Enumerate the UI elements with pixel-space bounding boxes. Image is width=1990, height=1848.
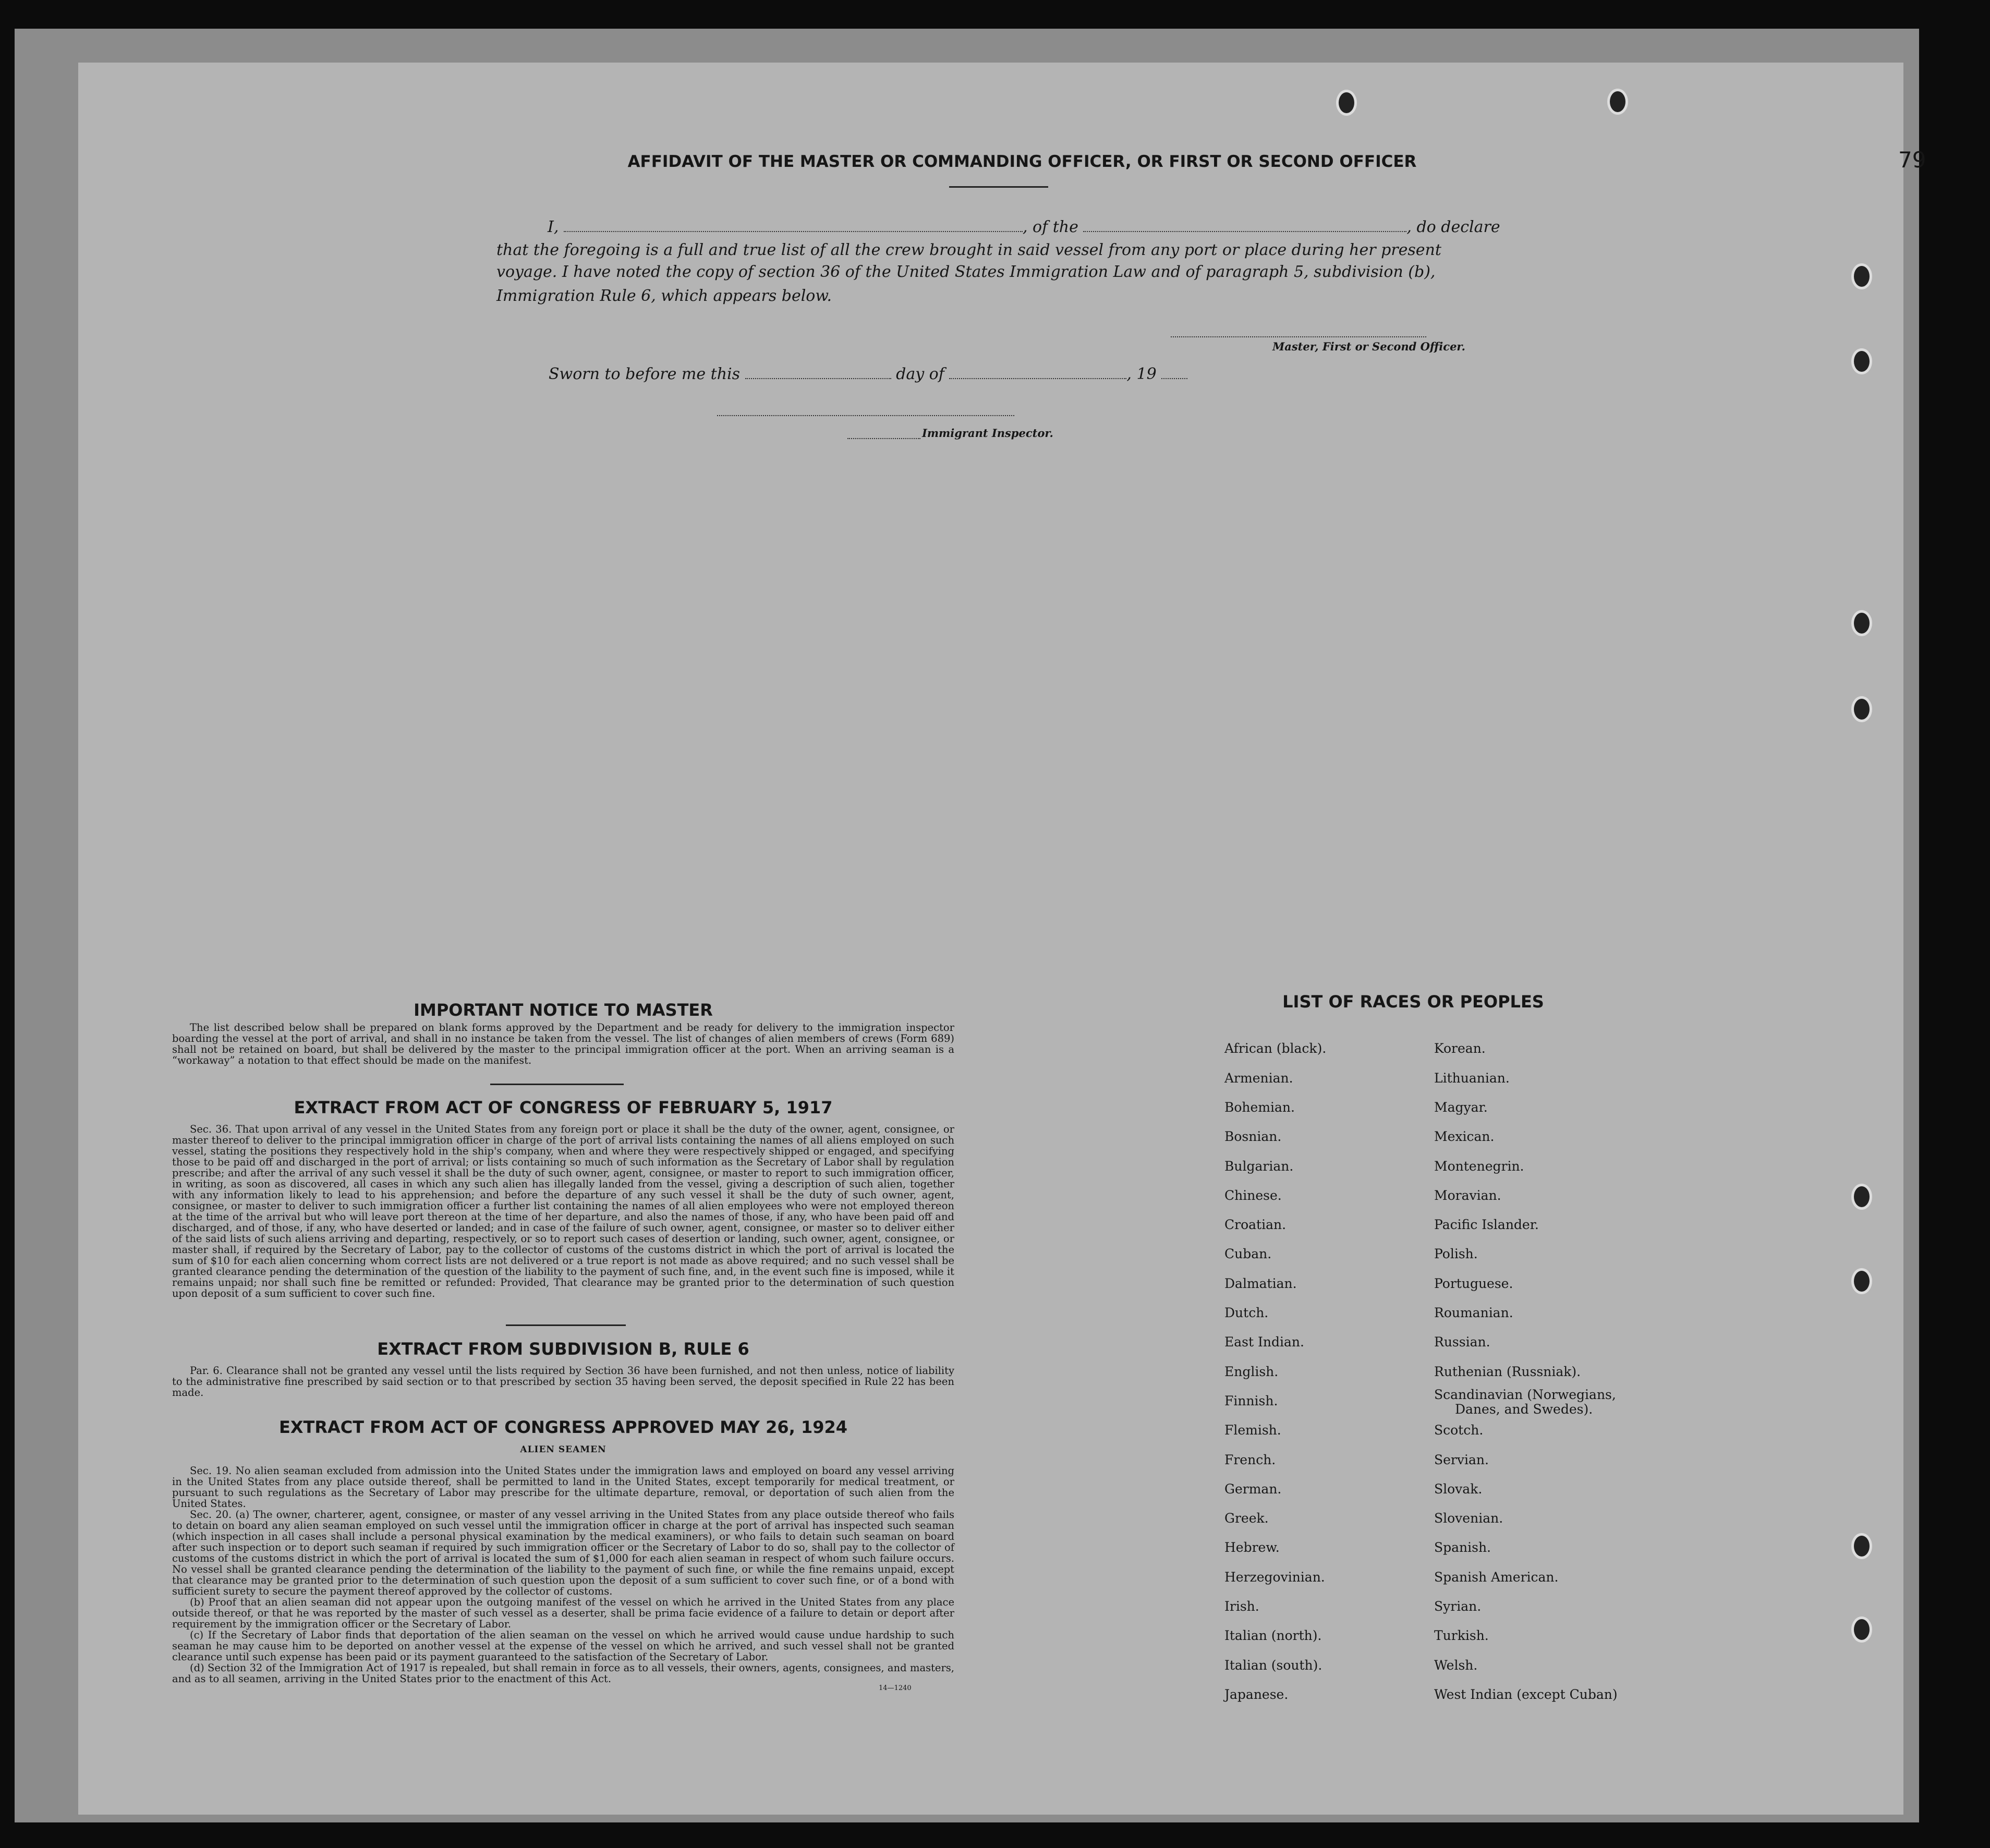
race-item: Slovak.	[1434, 1481, 1483, 1497]
sworn-year-field[interactable]	[1161, 378, 1187, 379]
master-signature-line[interactable]	[1171, 336, 1426, 337]
notice-title: IMPORTANT NOTICE TO MASTER	[414, 1000, 713, 1020]
sec36-text: Sec. 36. That upon arrival of any vessel in the United States from any foreign port or place it shall be the duty of the owner, agent, consignee, or master thereof to deliver to the principal immigration officer in charge of the port of arrival lists containing the names of all aliens employed on such vessel, stating the positions they respectively hold in the ship's company, when and where they were respectively shipped or engaged, and specifying those to be paid off and discharged in the port of arrival; or lists containing so much of such information as the Secretary of Labor shall by regulation prescribe; and after the arrival of any such vessel it shall be the duty of such owner, agent, consignee, or master to report to such immigration officer, in writing, as soon as discovered, all cases in which any such alien has illegally landed from the vessel, giving a description of such alien, together with any information likely to lead to his apprehension; and before the departure of any such vessel it shall be the duty of such owner, agent, consignee, or master to deliver to such immigration officer a further list containing the names of all alien employees who were not employed thereon at the time of the arrival but who will leave port thereon at the time of her departure, and also the names of those, if any, who have been paid off and discharged, and of those, if any, who have deserted or landed; and in case of the failure of such owner, agent, consignee, or master so to deliver either of the said lists of such aliens arriving and departing, respectively, or so to report such cases of desertion or landing, such owner, agent, consignee, or master shall, if required by the Secretary of Labor, pay to the collector of customs of the customs district in which the port of arrival is located the sum of $10 for each alien concerning whom correct lists are not delivered or a true report is not made as above required; and no such vessel shall be granted clearance pending the determination of the question of the liability to the payment of such fine, and, in the event such fine is imposed, while it remains unpaid; nor shall such fine be remitted or refunded: Provided, That clearance may be granted prior to the determination of such question upon deposit of a sum sufficient to cover such fine.	[172, 1123, 954, 1299]
race-item: German.	[1224, 1481, 1282, 1497]
notice-text: The list described below shall be prepared on blank forms approved by the Department and be ready for delivery to the immigration inspector boarding the vessel at the port of arrival, and shall in no instance be taken from the vessel. The list of changes of alien members of crews (Form 689) shall not be retained on board, but shall be delivered by the master to the principal immigration officer at the port. When an arriving seaman is a “workaway” a notation to that effect should be made on the manifest.	[172, 1022, 954, 1066]
race-item: Russian.	[1434, 1334, 1490, 1349]
race-item: Scotch.	[1434, 1423, 1484, 1438]
race-item: Welsh.	[1434, 1658, 1478, 1673]
race-item: Bulgarian.	[1224, 1159, 1294, 1174]
extract-1917-title: EXTRACT FROM ACT OF CONGRESS OF FEBRUARY 5, 1917	[294, 1098, 833, 1117]
sec19-text: Sec. 19. No alien seaman excluded from admission into the United States under the immigration laws and employed on board any vessel arriving in the United States from any place outside thereof, shall be permitted to land in the United States, except temporarily for medical treatment, or pursuant to such regulations as the Secretary of Labor may prescribe for the ultimate departure, removal, or deportation of such alien from the United States.	[172, 1465, 954, 1510]
race-item: Japanese.	[1224, 1687, 1289, 1702]
extract-1924-body	[172, 1465, 954, 1684]
affidavit-line4: Immigration Rule 6, which appears below.	[496, 287, 832, 305]
sworn-month-field[interactable]	[949, 378, 1126, 379]
race-item: Servian.	[1434, 1452, 1489, 1467]
rule6-title: EXTRACT FROM SUBDIVISION B, RULE 6	[377, 1339, 749, 1359]
race-item: Magyar.	[1434, 1100, 1488, 1115]
race-item: Spanish American.	[1434, 1570, 1559, 1585]
form-number: 14—1240	[879, 1684, 912, 1692]
section-rule	[490, 1084, 624, 1085]
binder-hole	[1851, 1184, 1872, 1210]
race-item: Irish.	[1224, 1599, 1259, 1614]
par6-text: Par. 6. Clearance shall not be granted any vessel until the lists required by Section 36 have been furnished, and not then unless, notice of liability to the administrative fine prescribed by said section or to that prescribed by section 35 having been served, the deposit specified in Rule 22 has been made.	[172, 1365, 954, 1399]
extract-1924-subtitle: ALIEN SEAMEN	[520, 1444, 606, 1455]
race-item: Herzegovinian.	[1224, 1570, 1325, 1585]
sec20c-text: (c) If the Secretary of Labor finds that deportation of the alien seaman on the vessel on which he arrived would cause undue hardship to such seaman he may cause him to be deported on another vessel at the expense of the vessel on which he arrived, and such vessel shall not be granted clearance until such expense has been paid or its payment guaranteed to the satisfaction of the Secretary of Labor.	[172, 1629, 954, 1663]
race-item: Spanish.	[1434, 1540, 1491, 1555]
inspector-signature-line[interactable]	[717, 415, 1014, 416]
race-item: African (black).	[1224, 1041, 1327, 1056]
sec20a-text: Sec. 20. (a) The owner, charterer, agent, consignee, or master of any vessel arriving in the United States from any place outside thereof who fails to detain on board any alien seaman employed on such vessel until the immigration officer in charge at the port of arrival has inspected such seaman (which inspection in all cases shall include a personal physical examination by the medical examiners), or who fails to detain such seaman on board after such inspection or to deport such seaman if required by such immigration officer or the Secretary of Labor to do so, shall pay to the collector of customs of the customs district in which the port of arrival is located the sum of $1,000 for each alien seaman in respect of whom such failure occurs. No vessel shall be granted clearance pending the determination of the liability to the payment of such fine, or while the fine remains unpaid, except that clearance may be granted prior to the determination of such question upon the deposit of a sum sufficient to cover such fine, or of a bond with sufficient surety to secure the payment thereof approved by the collector of customs.	[172, 1509, 954, 1597]
race-item: Moravian.	[1434, 1188, 1501, 1203]
binder-hole	[1851, 263, 1872, 289]
day-of-label: day of	[896, 365, 944, 383]
race-item: Montenegrin.	[1434, 1159, 1524, 1174]
page-number: 79	[1898, 147, 1926, 173]
race-item: Dalmatian.	[1224, 1276, 1297, 1291]
inspector-signature-line-short[interactable]	[847, 438, 920, 439]
binder-hole	[1851, 696, 1872, 722]
binder-hole	[1851, 1616, 1872, 1643]
race-item: French.	[1224, 1452, 1276, 1467]
race-item: Bosnian.	[1224, 1129, 1282, 1144]
race-item: Roumanian.	[1434, 1305, 1513, 1320]
race-item: Lithuanian.	[1434, 1071, 1510, 1086]
race-item: Cuban.	[1224, 1246, 1272, 1261]
binder-hole	[1851, 610, 1872, 636]
race-item: Ruthenian (Russniak).	[1434, 1364, 1581, 1379]
affidavit-title: AFFIDAVIT OF THE MASTER OR COMMANDING OFFICER, OR FIRST OR SECOND OFFICER	[627, 152, 1417, 171]
title-rule	[949, 186, 1048, 188]
of-the-label: , of the	[1022, 218, 1078, 236]
race-item: Flemish.	[1224, 1423, 1281, 1438]
binder-hole	[1607, 89, 1628, 115]
binder-hole	[1336, 90, 1357, 116]
race-item: Mexican.	[1434, 1129, 1495, 1144]
race-item: Portuguese.	[1434, 1276, 1513, 1291]
year-label: , 19	[1126, 365, 1157, 383]
race-item: English.	[1224, 1364, 1279, 1379]
race-item-continuation: Danes, and Swedes).	[1455, 1402, 1593, 1417]
race-item: Croatian.	[1224, 1217, 1287, 1232]
master-signature-label: Master, First or Second Officer.	[1272, 340, 1465, 353]
vessel-field[interactable]	[1083, 231, 1406, 232]
sec20b-text: (b) Proof that an alien seaman did not appear upon the outgoing manifest of the vessel on which he arrived in the United States from any place outside thereof, or that he was reported by the master of such vessel as a deserter, shall be prima facie evidence of a failure to detain or deport after requirement by the immigration officer or the Secretary of Labor.	[172, 1596, 954, 1630]
affidavit-line2: that the foregoing is a full and true list of all the crew brought in said vessel from any port or place during her present	[496, 241, 1441, 259]
i-label: I,	[548, 218, 559, 236]
sworn-label: Sworn to before me this	[549, 365, 741, 383]
race-item: Dutch.	[1224, 1305, 1269, 1320]
name-field[interactable]	[564, 231, 1023, 232]
notice-body	[172, 1022, 954, 1066]
binder-hole	[1851, 1268, 1872, 1294]
race-item: Italian (north).	[1224, 1628, 1322, 1643]
race-item: Finnish.	[1224, 1393, 1278, 1408]
section-rule	[506, 1324, 626, 1326]
race-item: Armenian.	[1224, 1071, 1293, 1086]
sworn-line	[549, 365, 1187, 383]
race-item: Slovenian.	[1434, 1511, 1503, 1526]
declare-label: , do declare	[1406, 218, 1500, 236]
race-item: Scandinavian (Norwegians,	[1434, 1387, 1616, 1402]
extract-1917-body	[172, 1124, 954, 1299]
binder-hole	[1851, 348, 1872, 374]
sec20d-text: (d) Section 32 of the Immigration Act of 1917 is repealed, but shall remain in force as to all vessels, their owners, agents, consignees, and masters, and as to all seamen, arriving in the United States prior to the enactment of this Act.	[172, 1662, 954, 1685]
race-item: Pacific Islander.	[1434, 1217, 1539, 1232]
races-title: LIST OF RACES OR PEOPLES	[1282, 992, 1544, 1012]
race-item: Syrian.	[1434, 1599, 1482, 1614]
race-item: Polish.	[1434, 1246, 1478, 1261]
sworn-day-field[interactable]	[745, 378, 891, 379]
affidavit-line3: voyage. I have noted the copy of section 36 of the United States Immigration Law and of paragraph 5, subdivision (b),	[496, 263, 1436, 281]
race-item: Greek.	[1224, 1511, 1269, 1526]
rule6-body	[172, 1365, 954, 1398]
race-item: Bohemian.	[1224, 1100, 1295, 1115]
race-item: Italian (south).	[1224, 1658, 1322, 1673]
race-item: Korean.	[1434, 1041, 1486, 1056]
inspector-label: Immigrant Inspector.	[922, 427, 1053, 440]
race-item: East Indian.	[1224, 1334, 1304, 1349]
race-item: Turkish.	[1434, 1628, 1489, 1643]
race-item: Chinese.	[1224, 1188, 1282, 1203]
race-item: Hebrew.	[1224, 1540, 1280, 1555]
extract-1924-title: EXTRACT FROM ACT OF CONGRESS APPROVED MAY 26, 1924	[278, 1417, 848, 1437]
affidavit-line1	[548, 218, 1502, 236]
binder-hole	[1851, 1533, 1872, 1559]
race-item: West Indian (except Cuban)	[1434, 1687, 1618, 1702]
